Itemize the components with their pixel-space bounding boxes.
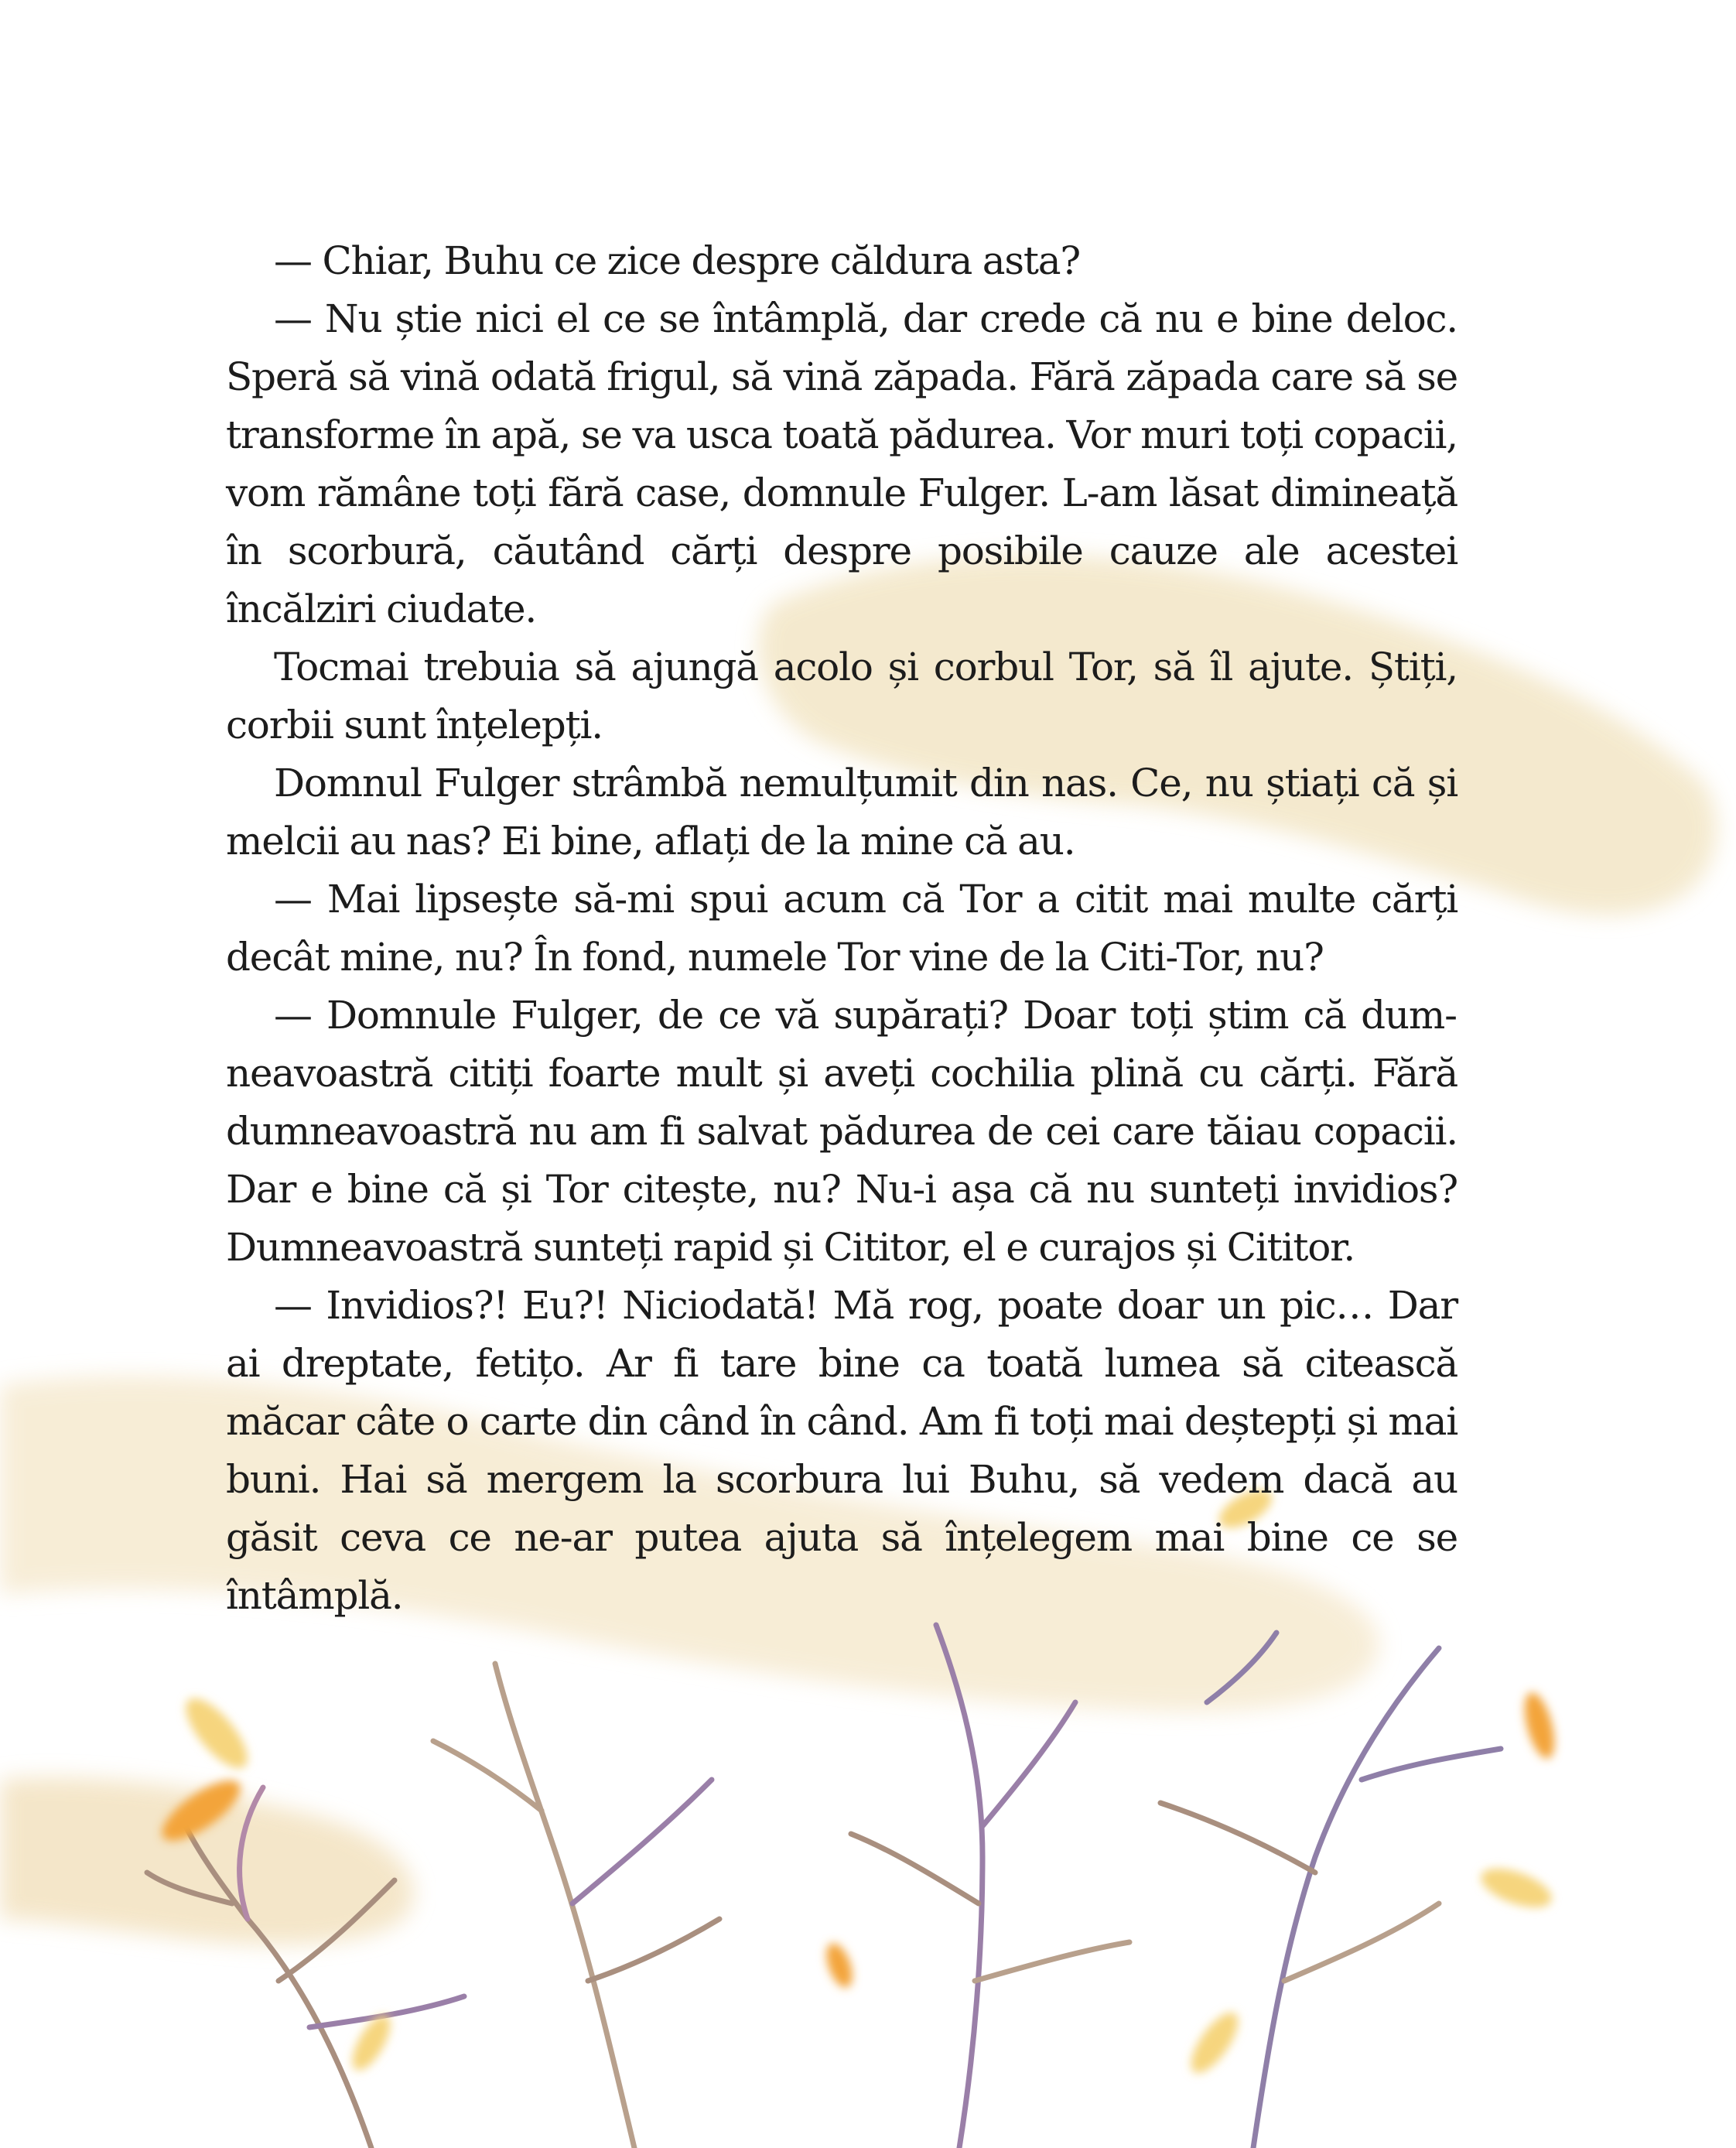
paragraph: — Nu știe nici el ce se întâmplă, dar crede că nu e bine deloc. Speră să vină odată frigul, să vină zăpada. Fără zăpada care să se transforme în apă, se va usca toată pădurea. Vor muri toți copacii, vom rămâne toți fără case, domnule Fulger. L-am lăsat dimineață în scorbură, căutând cărți despre posibile cauze ale acestei încălziri ciudate. (226, 296, 1457, 631)
paragraph: Domnul Fulger strâmbă nemulțumit din nas. Ce, nu știați că și melcii au nas? Ei bine, aflați de la mine că au. (226, 761, 1457, 864)
story-text (226, 232, 1457, 1625)
leaf-yellow-left (176, 1689, 258, 1777)
paragraph: — Invidios?! Eu?! Niciodată! Mă rog, poate doar un pic… Dar ai dreptate, fetițo. Ar fi tare bine ca toată lumea să citească măcar câte o carte din când în când. Am fi toți mai deștepți și mai buni. Hai să mergem la scorbura lui Buhu, să vedem dacă au găsit ceva ce ne-ar putea ajuta să înțelegem mai bine ce se întâmplă. (226, 1283, 1457, 1618)
leaf-yellow-right (1476, 1861, 1557, 1915)
leaf-yellow-bottom (1183, 2006, 1246, 2080)
paragraph: — Mai lipsește să-mi spui acum că Tor a citit mai multe cărți decât mine, nu? În fond, numele Tor vine de la Citi-Tor, nu? (226, 877, 1457, 980)
leaf-orange-right (1519, 1689, 1560, 1761)
paragraph: — Chiar, Buhu ce zice despre căldura asta? (274, 238, 1080, 283)
paragraph: Tocmai trebuia să ajungă acolo și corbul Tor, să îl ajute. Știți, corbii sunt înțelepți. (226, 645, 1457, 747)
paragraph: — Domnule Fulger, de ce vă supărați? Doar toți știm că dumneavoastră citiți foarte mult și aveți cochilia plină cu cărți. Fără dumneavoastră nu am fi salvat pădurea de cei care tăiau copacii. Dar e bine că și Tor citește, nu? Nu-i așa că nu sunteți invidios? Dumneavoastră sunteți rapid și Cititor, el e curajos și Cititor. (226, 993, 1457, 1270)
leaf-orange-small (822, 1940, 858, 1991)
branch-center-left (433, 1664, 719, 2148)
